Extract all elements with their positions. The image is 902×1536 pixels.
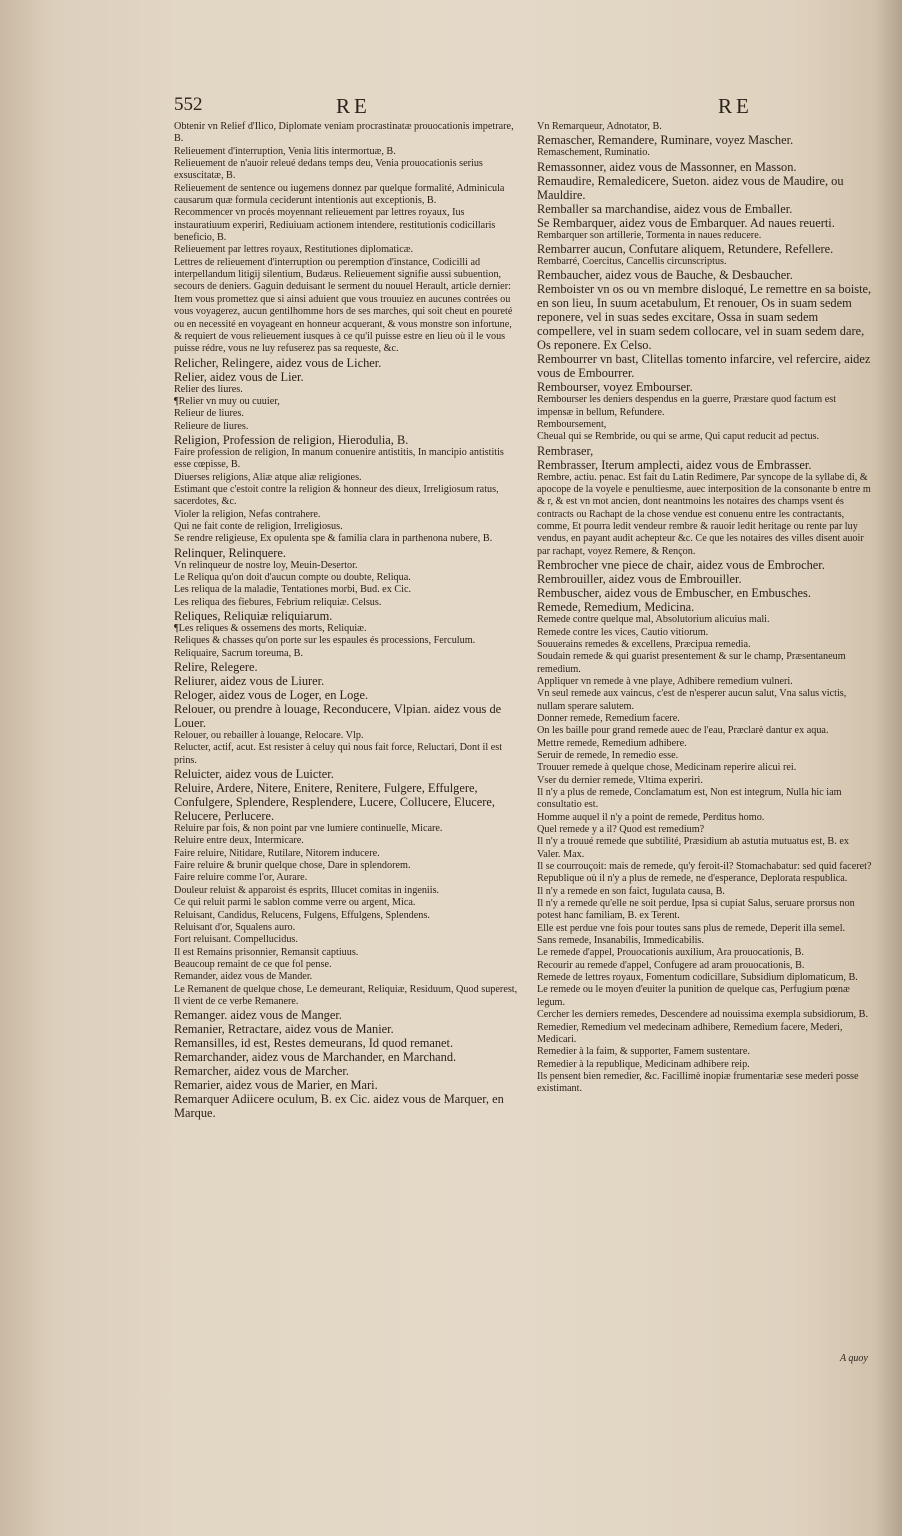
dictionary-entry: Violer la religion, Nefas contrahere. [174,508,321,520]
running-header [0,94,902,124]
dictionary-entry: Rembrasser, Iterum amplecti, aidez vous de Embrasser. [537,457,812,472]
dictionary-entry: Relier, aidez vous de Lier. [174,369,304,384]
dictionary-entry: Elle est perdue vne fois pour toutes sans plus de remede, Deperit illa semel. [537,922,846,934]
dictionary-entry: Il se courrouçoit: mais de remede, qu'y feroit-il? Stomachabatur: sed quid faceret? [537,861,872,873]
dictionary-entry: Vn Remarqueur, Adnotator, B. [537,121,662,132]
dictionary-entry: Remedier à la republique, Medicinam adhibere reip. [537,1058,750,1070]
dictionary-entry: Rembraser, [537,443,594,458]
dictionary-entry: Reliquaire, Sacrum toreuma, B. [174,647,304,659]
dictionary-entry: Relieuement d'interruption, Venia litis intermortuæ, B. [174,145,396,157]
dictionary-entry: Quel remede y a il? Quod est remedium? [537,824,705,835]
header-left: RE [336,94,371,118]
dictionary-entry: Remede de lettres royaux, Fomentum codicillare, Subsidium diplomaticum, B. [537,972,858,984]
right-column [537,121,873,1096]
dictionary-entry: Republique où il n'y a plus de remede, ne d'esperance, Deplorata respublica. [537,873,848,885]
dictionary-entry: Relouer, ou prendre à louage, Reconducere, Vlpian. aidez vous de Louer. [174,702,502,731]
dictionary-entry: Reloger, aidez vous de Loger, en Loge. [174,688,369,703]
dictionary-entry: Remansilles, id est, Restes demeurans, Id quod remanet. [174,1036,454,1051]
dictionary-entry: Relieure de liures. [174,420,249,432]
dictionary-entry: Reluicter, aidez vous de Luicter. [174,767,334,782]
page-number: 552 [174,94,203,115]
dictionary-entry: Remboister vn os ou vn membre disloqué, Le remettre en sa boiste, en son lieu, In suum acetabulum, Et renouer, Os in suam sedem reponere, vel in suas sedes excitare, Ossa in suam sedem compellere, vel in suam sedem collocare, vel in suam sedem dare, Os reponere. Ex Celso. [537,282,872,353]
dictionary-entry: Vn seul remede aux vaincus, c'est de n'esperer aucun salut, Vna salus victis, nullam sperare salutem. [537,688,847,712]
dictionary-entry: Reliques, Reliquiæ reliquiarum. [174,609,333,624]
dictionary-entry: Ils pensent bien remedier, &c. Facillimè inopiæ frumentariæ sese mederi posse existimant. [537,1070,859,1095]
dictionary-entry: Rembarré, Coercitus, Cancellis circunscriptus. [537,256,727,268]
dictionary-entry: Rembrocher vne piece de chair, aidez vous de Embrocher. [537,558,825,573]
dictionary-entry: Beaucoup remaint de ce que fol pense. [174,958,332,970]
dictionary-entry: Rembourrer vn bast, Clitellas tomento infarcire, vel refercire, aidez vous de Embourrer. [537,352,871,381]
dictionary-entry: Il n'y a remede en son faict, Iugulata causa, B. [537,885,725,897]
dictionary-entry: Reluire entre deux, Intermicare. [174,835,304,847]
dictionary-entry: Remarcher, aidez vous de Marcher. [174,1064,349,1079]
dictionary-entry: Remanier, Retractare, aidez vous de Manier. [174,1022,394,1037]
dictionary-entry: Relucter, actif, acut. Est resister à celuy qui nous fait force, Reluctari, Dont il est prins. [174,742,503,766]
dictionary-entry: ¶Relier vn muy ou cuuier, [174,395,280,407]
dictionary-entry: Remede, Remedium, Medicina. [537,600,695,615]
dictionary-entry: Soudain remede & qui guarist presentement & sur le champ, Præsentaneum remedium. [537,651,846,675]
dictionary-entry: Faire reluire, Nitidare, Rutilare, Nitorem inducere. [174,847,380,859]
dictionary-entry: Relieuement de sentence ou iugemens donnez par quelque formalité, Adminicula causarum quæ formula ceciderunt intentionis aut exceptionis, B. [174,182,505,207]
dictionary-entry: Douleur reluist & apparoist és esprits, Illucet comitas in ingeniis. [174,884,440,896]
dictionary-entry: Donner remede, Remedium facere. [537,712,680,724]
dictionary-entry: Cercher les derniers remedes, Descendere ad nouissima exempla subsidiorum, B. [537,1009,868,1021]
dictionary-entry: Il n'y a remede qu'elle ne soit perdue, Ipsa si cupiat Salus, seruare prorsus non potest hanc familiam, B. ex Terent. [537,898,855,922]
dictionary-entry: Il n'y a trouué remede que subtilité, Præsidium ab astutia mutuatus est, B. ex Valer. Max. [537,836,849,860]
dictionary-entry: Remaschement, Ruminatio. [537,147,650,159]
dictionary-entry: Appliquer vn remede à vne playe, Adhibere remedium vulneri. [537,675,793,687]
dictionary-entry: Il est Remains prisonnier, Remansit captiuus. [174,946,359,958]
dictionary-entry: Recourir au remede d'appel, Confugere ad aram prouocationis, B. [537,959,805,971]
dictionary-entry: Les reliqua des fiebures, Febrium reliquiæ. Celsus. [174,596,382,608]
dictionary-entry: Relieuement par lettres royaux, Restitutiones diplomaticæ. [174,244,414,256]
dictionary-entry: Estimant que c'estoit contre la religion & honneur des dieux, Irreligiosum ratus, sacerdotes, &c. [174,483,499,508]
dictionary-entry: Reliurer, aidez vous de Liurer. [174,674,325,689]
dictionary-entry: ¶Les reliques & ossemens des morts, Reliquiæ. [174,623,367,635]
dictionary-entry: Trouuer remede à quelque chose, Medicinam reperire alicui rei. [537,762,797,774]
dictionary-entry: Rembaucher, aidez vous de Bauche, & Desbaucher. [537,268,793,283]
dictionary-entry: Remedier, Remedium vel medecinam adhibere, Remedium facere, Mederi, Medicari. [537,1021,843,1045]
dictionary-entry: Lettres de relieuement d'interruption ou peremption d'instance, Codicilli ad interpellandum litigij silentium, Budæus. Relieuement signifie aussi subuention, secours de deniers. Gaguin deduisant le serment du nouuel Herault, article dernier: Item vous promettez que si ainsi aduient que vous trouuiez en aucunes contrées ou vous voyagerez, aucun gentilhomme hors de ses marches, qui soit cheut en poureté ou en necessité en voyageant en honneur acquerant, & vous monstre son infortune, & requiert de vous relieuement iusques à ce qu'il puisse estre en lieu où il le vous puisse rédre, vous ne luy refuserez pas sa requeste, &c. [174,256,513,355]
dictionary-entry: Remaudire, Remaledicere, Sueton. aidez vous de Maudire, ou Mauldire. [537,173,844,202]
dictionary-entry: Remascher, Remandere, Ruminare, voyez Mascher. [537,133,794,148]
dictionary-entry: Se Rembarquer, aidez vous de Embarquer. Ad naues reuerti. [537,215,835,230]
dictionary-entry: Qui ne fait conte de religion, Irreligiosus. [174,520,343,532]
header-right: RE [718,94,753,118]
dictionary-entry: Remarier, aidez vous de Marier, en Mari. [174,1078,378,1093]
dictionary-entry: Seruir de remede, In remedio esse. [537,749,679,761]
dictionary-entry: Relier des liures. [174,383,243,395]
dictionary-entry: Relicher, Relingere, aidez vous de Licher. [174,355,382,370]
dictionary-entry: Reluire, Ardere, Nitere, Enitere, Renitere, Fulgere, Effulgere, Confulgere, Splendere, Resplendere, Lucere, Collucere, Elucere, Relucere, Perlucere. [174,781,495,824]
dictionary-entry: Remboursement, [537,419,607,431]
dictionary-entry: Reluisant, Candidus, Relucens, Fulgens, Effulgens, Splendens. [174,909,430,921]
dictionary-entry: Remassonner, aidez vous de Massonner, en Masson. [537,159,797,174]
dictionary-entry: Souuerains remedes & excellens, Præcipua remedia. [537,638,751,650]
dictionary-entry: Recommencer vn procés moyennant relieuement par lettres royaux, Ius instauratiuum experiri, Rediuiuam actionem intendere, restitutionis codicillaris beneficio, B. [174,207,496,244]
dictionary-entry: Rembre, actiu. penac. Est fait du Latin Redimere, Par syncope de la syllabe di, & apocope de la voyele e penultiesme, auec interposition de la consonante b entre m & r, & est vn mot ancien, dont neantmoins les notaires des champs vsent és contracts ou Rachapt de la chose vendue est conuenu entre les contractants, comme, Et pourra ledit vendeur rembre & rauoir ledit heritage ou rente par luy vendus, en payant audit achepteur &c. Ce que les notaires des villes disent auoir par rachapt, voyez Remere, & Rençon. [537,471,871,557]
dictionary-entry: Le Remanent de quelque chose, Le demeurant, Reliquiæ, Residuum, Quod superest, Il vient de ce verbe Remanere. [174,983,518,1007]
dictionary-entry: Reluire par fois, & non point par vne lumiere continuelle, Micare. [174,823,443,835]
left-column [174,121,522,1120]
dictionary-entry: Rembrouiller, aidez vous de Embrouiller. [537,572,742,587]
dictionary-entry: Le remede ou le moyen d'euiter la punition de quelque cas, Perfugium pœnæ legum. [537,984,850,1008]
dictionary-entry: Faire reluire comme l'or, Aurare. [174,872,308,884]
dictionary-entry: Homme auquel il n'y a point de remede, Perditus homo. [537,811,765,823]
dictionary-entry: Mettre remede, Remedium adhibere. [537,737,687,749]
catchword: A quoy [840,1353,868,1364]
dictionary-entry: Relinquer, Relinquere. [174,545,287,560]
dictionary-entry: Vn relinqueur de nostre loy, Meuin-Desertor. [174,559,358,571]
dictionary-entry: Relouer, ou rebailler à louange, Relocare. Vlp. [174,730,364,742]
page-gutter-shadow [874,0,902,1536]
dictionary-entry: Diuerses religions, Aliæ atque aliæ religiones. [174,471,362,483]
dictionary-entry: Rembarrer aucun, Confutare aliquem, Retundere, Refellere. [537,242,834,257]
dictionary-entry: Remede contre les vices, Cautio vitiorum. [537,626,709,638]
dictionary-entry: Il n'y a plus de remede, Conclamatum est, Non est integrum, Nulla hic iam consultatio est. [537,786,842,811]
dictionary-entry: Remede contre quelque mal, Absolutorium alicuius mali. [537,614,770,626]
dictionary-entry: Se rendre religieuse, Ex opulenta spe & familia clara in parthenona nubere, B. [174,533,493,545]
dictionary-entry: Rembuscher, aidez vous de Embuscher, en Embusches. [537,586,811,601]
dictionary-entry: Remarquer Adiicere oculum, B. ex Cic. aidez vous de Marquer, en Marque. [174,1092,504,1121]
dictionary-entry: Sans remede, Insanabilis, Immedicabilis. [537,935,704,947]
dictionary-entry: Rembourser les deniers despendus en la guerre, Præstare quod factum est impensæ in bellum, Refundere. [537,394,837,418]
dictionary-entry: Reliques & chasses qu'on porte sur les espaules és processions, Ferculum. [174,635,476,647]
dictionary-entry: Ce qui reluit parmi le sablon comme verre ou argent, Mica. [174,897,416,909]
dictionary-entry: Reluisant d'or, Squalens auro. [174,921,296,933]
dictionary-entry: Le remede d'appel, Prouocationis auxilium, Ara prouocationis, B. [537,947,804,959]
dictionary-entry: Faire profession de religion, In manum conuenire antistitis, In mancipio antistitis esse cœpisse, B. [174,446,504,471]
dictionary-entry: Remballer sa marchandise, aidez vous de Emballer. [537,201,793,216]
dictionary-entry: Rembourser, voyez Embourser. [537,380,693,395]
dictionary-entry: Fort reluisant. Compellucidus. [174,934,298,946]
dictionary-entry: Relire, Relegere. [174,660,258,675]
dictionary-entry: Faire reluire & brunir quelque chose, Dare in splendorem. [174,860,411,872]
dictionary-entry: Relieur de liures. [174,408,244,420]
dictionary-entry: Relieuement de n'auoir releué dedans temps deu, Venia prouocationis serius exsuscitatæ, B. [174,158,483,182]
dictionary-entry: Le Reliqua qu'on doit d'aucun compte ou doubte, Reliqua. [174,572,411,583]
dictionary-entry: Les reliqua de la maladie, Tentationes morbi, Bud. ex Cic. [174,584,412,596]
dictionary-entry: Remander, aidez vous de Mander. [174,971,313,983]
dictionary-entry: Cheual qui se Rembride, ou qui se arme, Qui caput reducit ad pectus. [537,431,820,443]
dictionary-entry: Vser du dernier remede, Vltima experiri. [537,774,703,786]
dictionary-entry: Remarchander, aidez vous de Marchander, en Marchand. [174,1050,457,1065]
dictionary-entry: Religion, Profession de religion, Hierodulia, B. [174,432,409,447]
dictionary-entry: Obtenir vn Relief d'Ilico, Diplomate veniam procrastinatæ prouocationis impetrare, B. [174,121,514,145]
dictionary-entry: Remanger. aidez vous de Manger. [174,1008,342,1023]
dictionary-entry: Remedier à la faim, & supporter, Famem sustentare. [537,1046,750,1058]
dictionary-entry: Rembarquer son artillerie, Tormenta in naues reducere. [537,229,762,241]
dictionary-entry: On les baille pour grand remede auec de l'eau, Præclarè dantur ex aqua. [537,725,829,737]
